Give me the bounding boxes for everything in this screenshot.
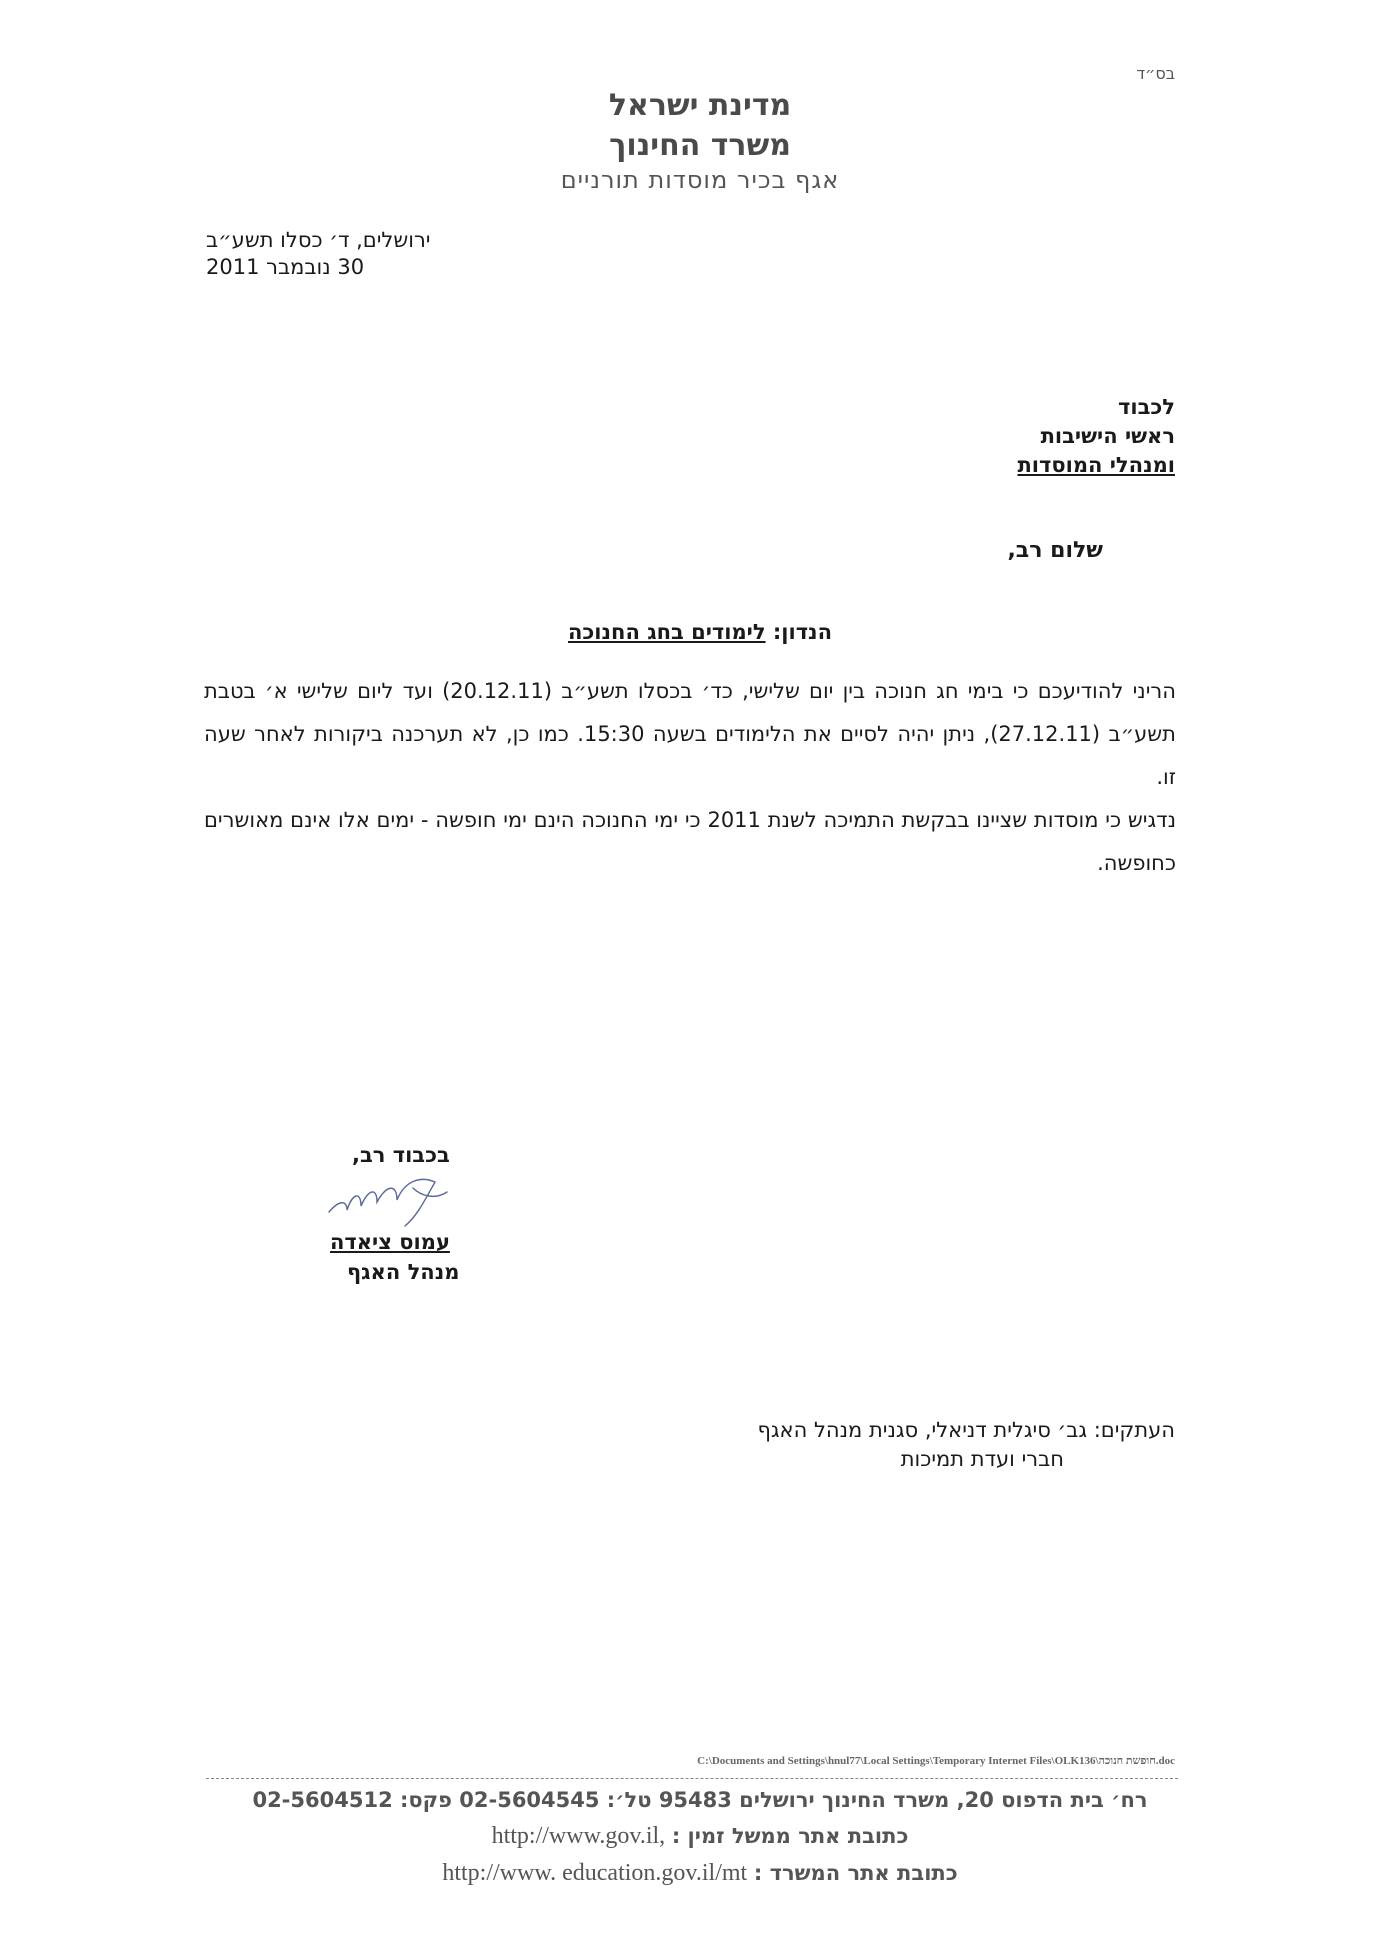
recipient-line: ראשי הישיבות — [1040, 424, 1175, 448]
gov-site-label: כתובת אתר ממשל זמין : — [671, 1824, 909, 1848]
footer-office-site — [0, 1860, 1400, 1887]
letterhead-state: מדינת ישראל — [608, 88, 792, 123]
cc-line: חברי ועדת תמיכות — [900, 1447, 1064, 1471]
subject-label: הנדון: — [772, 620, 832, 644]
recipient-line: ומנהלי המוסדות — [1017, 453, 1175, 477]
greeting: שלום רב, — [1007, 538, 1103, 563]
subject-line — [0, 620, 1400, 644]
file-path: C:\Documents and Settings\hnul77\Local Settings\Temporary Internet Files\OLK136\חופשת חנוכה.doc — [697, 1755, 1175, 1767]
handwritten-signature — [325, 1170, 475, 1230]
bsd-mark: בס״ד — [1136, 64, 1175, 83]
body-paragraph: נדגיש כי מוסדות שציינו בבקשת התמיכה לשנת 2011 כי ימי החנוכה הינם ימי חופשה - ימים אלו אינם מאושרים כחופשה. — [204, 808, 1176, 875]
office-url-link[interactable]: http://www. education.gov.il/mt — [442, 1860, 748, 1886]
signatory-name: עמוס ציאדה — [330, 1230, 450, 1254]
closing: בכבוד רב, — [352, 1143, 450, 1167]
signatory-title: מנהל האגף — [347, 1260, 460, 1284]
gregorian-date: 30 נובמבר 2011 — [206, 255, 365, 279]
letterhead-ministry: משרד החינוך — [609, 128, 791, 163]
footer-gov-site — [0, 1823, 1400, 1850]
footer-address: רח׳ בית הדפוס 20, משרד החינוך ירושלים 95483 טל׳: 02-5604545 פקס: 02-5604512 — [252, 1788, 1148, 1812]
office-site-label: כתובת אתר המשרד : — [753, 1861, 958, 1885]
cc-line: העתקים: גב׳ סיגלית דניאלי, סגנית מנהל האגף — [757, 1418, 1175, 1442]
letter-body — [204, 670, 1176, 885]
hebrew-date: ירושלים, ד׳ כסלו תשע״ב — [206, 228, 431, 252]
gov-url-link[interactable]: http://www.gov.il, — [491, 1823, 666, 1849]
letterhead-department: אגף בכיר מוסדות תורניים — [560, 166, 840, 194]
body-paragraph: הריני להודיעכם כי בימי חג חנוכה בין יום שלישי, כד׳ בכסלו תשע״ב (20.12.11) ועד ליום שלישי א׳ בטבת תשע״ב (27.12.11), ניתן יהיה לסיים את הלימודים בשעה 15:30. כמו כן, לא תערכנה ביקורות לאחר שעה זו. — [204, 679, 1176, 789]
footer-divider — [206, 1778, 1178, 1779]
recipient-salutation: לכבוד — [1118, 395, 1175, 419]
subject-text: לימודים בחג החנוכה — [567, 620, 766, 644]
